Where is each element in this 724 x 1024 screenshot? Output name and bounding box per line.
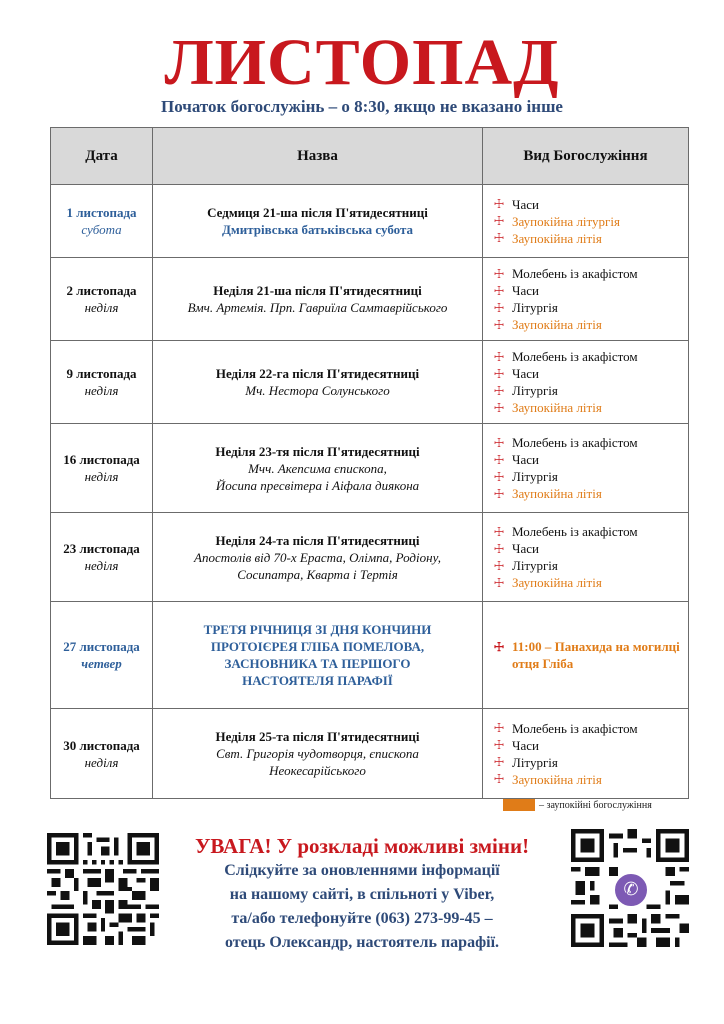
orthodox-cross-icon: ☩ bbox=[493, 452, 505, 467]
notice-line: на нашому сайті, в спільноті у Viber, bbox=[229, 886, 495, 903]
orthodox-cross-icon: ☩ bbox=[493, 283, 505, 298]
service-item bbox=[493, 468, 682, 485]
feast-title: Седмиця 21-ша після П'ятидесятниці bbox=[207, 205, 428, 220]
orthodox-cross-icon: ☩ bbox=[493, 469, 505, 484]
service-item bbox=[493, 282, 682, 299]
date-cell bbox=[51, 424, 153, 513]
service-item bbox=[493, 638, 682, 672]
schedule-table bbox=[50, 127, 689, 799]
service-label: Молебень із акафістом bbox=[512, 524, 638, 539]
service-item bbox=[493, 754, 682, 771]
service-label: Літургія bbox=[512, 383, 558, 398]
table-row bbox=[51, 341, 689, 424]
weekday-text: неділя bbox=[84, 754, 119, 770]
service-label: Молебень із акафістом bbox=[512, 435, 638, 450]
service-item bbox=[493, 348, 682, 365]
notice-warning: УВАГА! У розкладі можливі зміни! bbox=[194, 834, 530, 858]
table-row bbox=[51, 513, 689, 602]
service-label: Молебень із акафістом bbox=[512, 266, 638, 281]
service-label: Заупокійна літія bbox=[512, 230, 602, 246]
weekday-text: неділя bbox=[84, 558, 119, 573]
orthodox-cross-icon: ☩ bbox=[493, 266, 505, 281]
feast-title: Неділя 21-ша після П'ятидесятниці bbox=[213, 283, 422, 298]
service-label: Часи bbox=[512, 541, 539, 556]
orthodox-cross-icon: ☩ bbox=[493, 558, 505, 573]
service-label: Заупокійна літія bbox=[512, 486, 602, 501]
service-item bbox=[493, 230, 682, 247]
memorial-line: НАСТОЯТЕЛЯ ПАРАФІЇ bbox=[242, 673, 393, 688]
feast-subtitle-line: Неокесарійського bbox=[269, 763, 366, 778]
date-text: 23 листопада bbox=[63, 541, 140, 556]
feast-subtitle: Вмч. Артемія. Прп. Гавриїла Самтаврійського bbox=[187, 300, 448, 315]
notice-line: отець Олександр, настоятель парафії. bbox=[224, 934, 500, 951]
name-cell bbox=[153, 341, 483, 424]
service-item bbox=[493, 399, 682, 416]
date-text: 27 листопада bbox=[63, 639, 140, 654]
service-item bbox=[493, 771, 682, 788]
weekday-text: субота bbox=[81, 222, 122, 237]
service-item bbox=[493, 540, 682, 557]
weekday-text: четвер bbox=[81, 656, 122, 671]
service-label: Заупокійна літія bbox=[512, 317, 602, 332]
orthodox-cross-icon: ☩ bbox=[493, 738, 505, 752]
weekday-text: неділя bbox=[84, 300, 119, 315]
service-cell bbox=[483, 513, 689, 602]
orthodox-cross-icon: ☩ bbox=[493, 772, 505, 786]
service-cell bbox=[483, 709, 689, 799]
service-label: Часи bbox=[512, 283, 539, 298]
service-label: Часи bbox=[512, 452, 539, 467]
service-label: Літургія bbox=[512, 300, 558, 315]
website-qr-icon[interactable] bbox=[47, 833, 159, 945]
notice-block bbox=[170, 833, 554, 955]
orthodox-cross-icon: ☩ bbox=[493, 349, 505, 364]
service-label: Заупокійна літія bbox=[512, 575, 602, 590]
service-item bbox=[493, 299, 682, 316]
service-cell bbox=[483, 185, 689, 258]
orthodox-cross-icon: ☩ bbox=[493, 317, 505, 332]
date-text: 16 листопада bbox=[63, 452, 140, 467]
date-cell bbox=[51, 513, 153, 602]
date-cell bbox=[51, 602, 153, 709]
orthodox-cross-icon: ☩ bbox=[493, 435, 505, 450]
service-cell bbox=[483, 602, 689, 709]
service-label: Молебень із акафістом bbox=[512, 349, 638, 364]
service-item bbox=[493, 557, 682, 574]
name-cell bbox=[153, 424, 483, 513]
orthodox-cross-icon: ☩ bbox=[493, 197, 505, 211]
table-row bbox=[51, 258, 689, 341]
table-row bbox=[51, 424, 689, 513]
date-text: 2 листопада bbox=[66, 283, 137, 298]
name-cell bbox=[153, 513, 483, 602]
service-item bbox=[493, 434, 682, 451]
page-subtitle: Початок богослужінь – о 8:30, якщо не вказано інше bbox=[161, 97, 563, 116]
name-cell bbox=[153, 185, 483, 258]
orthodox-cross-icon: ☩ bbox=[493, 366, 505, 381]
service-label: Заупокійна літургія bbox=[512, 213, 620, 229]
service-item bbox=[493, 213, 682, 230]
service-item bbox=[493, 485, 682, 502]
orthodox-cross-icon: ☩ bbox=[493, 486, 505, 501]
date-cell bbox=[51, 258, 153, 341]
service-label: Літургія bbox=[512, 469, 558, 484]
table-row bbox=[51, 709, 689, 799]
orthodox-cross-icon: ☩ bbox=[493, 400, 505, 415]
orthodox-cross-icon: ☩ bbox=[493, 640, 505, 654]
service-label: Часи bbox=[512, 366, 539, 381]
service-item bbox=[493, 720, 682, 737]
orthodox-cross-icon: ☩ bbox=[493, 231, 505, 245]
service-item bbox=[493, 265, 682, 282]
name-cell bbox=[153, 602, 483, 709]
service-label: 11:00 – Панахида на могилці отця Гліба bbox=[512, 639, 680, 671]
feast-title: Неділя 25-та після П'ятидесятниці bbox=[215, 729, 420, 744]
service-item bbox=[493, 382, 682, 399]
service-item bbox=[493, 196, 682, 213]
orthodox-cross-icon: ☩ bbox=[493, 383, 505, 398]
legend bbox=[503, 797, 652, 813]
date-cell bbox=[51, 341, 153, 424]
orthodox-cross-icon: ☩ bbox=[493, 300, 505, 315]
feast-subtitle: Мч. Нестора Солунського bbox=[245, 383, 390, 398]
feast-subtitle: Дмитрівська батьківська субота bbox=[221, 222, 414, 237]
orthodox-cross-icon: ☩ bbox=[493, 721, 505, 735]
column-header-service: Вид Богослужіння bbox=[483, 128, 689, 185]
table-row bbox=[51, 602, 689, 709]
service-label: Молебень із акафістом bbox=[512, 720, 638, 736]
feast-title: Неділя 23-тя після П'ятидесятниці bbox=[215, 443, 420, 459]
memorial-line: ПРОТОІЄРЕЯ ГЛІБА ПОМЕЛОВА, bbox=[210, 639, 425, 654]
feast-subtitle-line: Сосипатра, Кварта і Тертія bbox=[237, 566, 398, 582]
weekday-text: неділя bbox=[84, 383, 119, 398]
service-item bbox=[493, 737, 682, 754]
date-cell bbox=[51, 185, 153, 258]
feast-subtitle-line: Йосипа пресвітера і Аіфала диякона bbox=[215, 477, 420, 493]
orthodox-cross-icon: ☩ bbox=[493, 214, 505, 228]
orthodox-cross-icon: ☩ bbox=[493, 755, 505, 769]
orthodox-cross-icon: ☩ bbox=[493, 524, 505, 539]
feast-subtitle-line: Апостолів від 70-х Ераста, Олімпа, Родіону, bbox=[194, 549, 441, 565]
date-text: 9 листопада bbox=[66, 366, 137, 381]
service-label: Літургія bbox=[512, 558, 558, 573]
orthodox-cross-icon: ☩ bbox=[493, 575, 505, 590]
service-item bbox=[493, 574, 682, 591]
feast-title: Неділя 22-га після П'ятидесятниці bbox=[215, 366, 420, 381]
feast-subtitle-line: Свт. Григорія чудотворця, єпископа bbox=[216, 746, 419, 761]
service-cell bbox=[483, 258, 689, 341]
service-item bbox=[493, 451, 682, 468]
viber-icon: ✆ bbox=[613, 872, 649, 908]
column-header-date: Дата bbox=[51, 128, 153, 185]
service-label: Літургія bbox=[512, 754, 558, 770]
service-item bbox=[493, 365, 682, 382]
orthodox-cross-icon: ☩ bbox=[493, 541, 505, 556]
service-cell bbox=[483, 341, 689, 424]
memorial-line: ТРЕТЯ РІЧНИЦЯ ЗІ ДНЯ КОНЧИНИ bbox=[203, 622, 432, 637]
service-item bbox=[493, 523, 682, 540]
service-label: Заупокійна літія bbox=[512, 400, 602, 415]
service-cell bbox=[483, 424, 689, 513]
notice-line: Слідкуйте за оновленнями інформації bbox=[224, 862, 500, 879]
legend-swatch bbox=[503, 799, 535, 811]
weekday-text: неділя bbox=[84, 469, 119, 484]
page-title: ЛИСТОПАД bbox=[164, 26, 560, 99]
column-header-name: Назва bbox=[153, 128, 483, 185]
table-header-row bbox=[51, 128, 689, 185]
feast-subtitle-line: Мчч. Акепсима єпископа, bbox=[248, 460, 387, 476]
notice-line: та/або телефонуйте (063) 273-99-45 – bbox=[231, 910, 493, 927]
service-label: Часи bbox=[512, 196, 539, 212]
date-cell bbox=[51, 709, 153, 799]
service-item bbox=[493, 316, 682, 333]
name-cell bbox=[153, 258, 483, 341]
service-label: Заупокійна літія bbox=[512, 771, 602, 787]
legend-label: – заупокійні богослужіння bbox=[539, 799, 652, 811]
date-text: 1 листопада bbox=[66, 205, 137, 220]
name-cell bbox=[153, 709, 483, 799]
date-text: 30 листопада bbox=[63, 737, 140, 753]
memorial-line: ЗАСНОВНИКА ТА ПЕРШОГО bbox=[224, 656, 411, 671]
table-row bbox=[51, 185, 689, 258]
feast-title: Неділя 24-та після П'ятидесятниці bbox=[215, 532, 420, 548]
service-label: Часи bbox=[512, 737, 539, 753]
